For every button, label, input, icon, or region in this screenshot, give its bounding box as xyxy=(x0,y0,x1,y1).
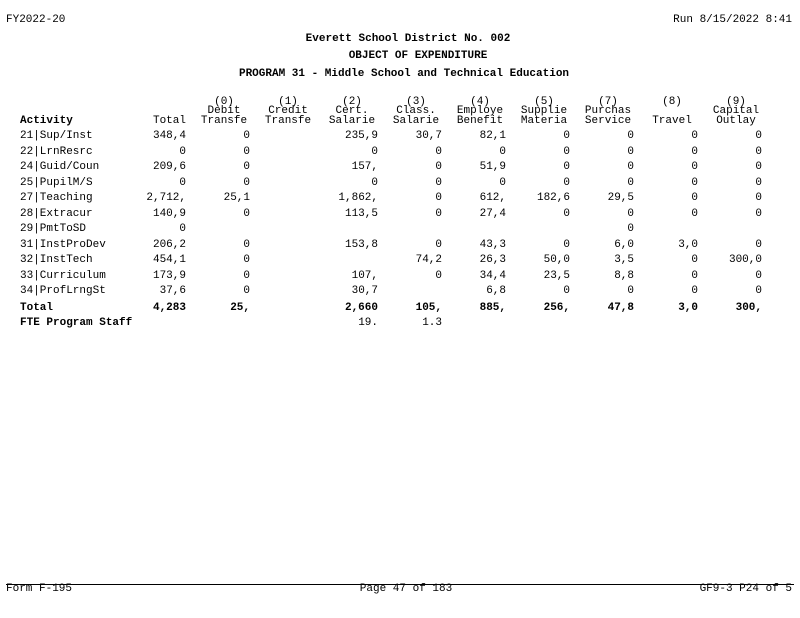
row-total: 206,2 xyxy=(152,239,186,251)
row-cell-c7: 0 xyxy=(627,146,634,158)
row-cell-c3: 30,7 xyxy=(415,130,442,142)
row-cell-c0: 0 xyxy=(243,239,250,251)
column-number-6: (7) xyxy=(598,96,618,108)
row-cell-c7: 0 xyxy=(627,208,634,220)
total-header: Total xyxy=(152,115,186,127)
row-cell-c8: 0 xyxy=(691,130,698,142)
row-cell-c9: 0 xyxy=(755,130,762,142)
row-activity: 34|ProfLrngSt xyxy=(20,285,106,297)
row-cell-c8: 0 xyxy=(691,285,698,297)
row-cell-c5: 182,6 xyxy=(536,192,570,204)
column-label-line1-2: Cert. xyxy=(335,105,369,117)
row-cell-c7: 0 xyxy=(627,161,634,173)
row-cell-c9: 0 xyxy=(755,208,762,220)
fte-row-cert: 19. xyxy=(358,317,378,329)
column-label-line2-6: Service xyxy=(584,115,632,127)
row-cell-c0: 0 xyxy=(243,130,250,142)
column-label-line2-4: Benefit xyxy=(456,115,504,127)
row-cell-c4: 612, xyxy=(479,192,506,204)
fte-row-label: FTE Program Staff xyxy=(20,317,133,329)
row-activity: 27|Teaching xyxy=(20,192,93,204)
row-activity: 33|Curriculum xyxy=(20,270,106,282)
row-cell-c8: 0 xyxy=(691,161,698,173)
total-row-cell-c8: 3,0 xyxy=(678,302,698,314)
column-label-line2-3: Salarie xyxy=(392,115,440,127)
row-cell-c5: 50,0 xyxy=(543,254,570,266)
row-cell-c3: 0 xyxy=(435,146,442,158)
run-date-label: Run 8/15/2022 8:41 xyxy=(673,14,792,26)
form-number: Form F-195 xyxy=(6,583,73,595)
row-total: 0 xyxy=(179,177,186,189)
column-label-line1-5: Supplie xyxy=(520,105,568,117)
row-total: 348,4 xyxy=(152,130,186,142)
row-cell-c3: 0 xyxy=(435,177,442,189)
row-cell-c8: 0 xyxy=(691,192,698,204)
row-cell-c9: 0 xyxy=(755,161,762,173)
row-cell-c9: 0 xyxy=(755,192,762,204)
row-activity: 31|InstProDev xyxy=(20,239,106,251)
row-total: 173,9 xyxy=(152,270,186,282)
row-activity: 29|PmtToSD xyxy=(20,223,87,235)
row-cell-c4: 82,1 xyxy=(479,130,506,142)
fiscal-year-label: FY2022-20 xyxy=(6,14,66,26)
total-row-total: 4,283 xyxy=(152,302,186,314)
row-cell-c5: 0 xyxy=(563,239,570,251)
row-cell-c2: 0 xyxy=(371,146,378,158)
row-total: 0 xyxy=(179,223,186,235)
row-cell-c3: 0 xyxy=(435,208,442,220)
row-cell-c2: 157, xyxy=(351,161,378,173)
report-title: OBJECT OF EXPENDITURE xyxy=(348,50,488,62)
row-cell-c7: 0 xyxy=(627,223,634,235)
row-total: 454,1 xyxy=(152,254,186,266)
row-cell-c9: 0 xyxy=(755,239,762,251)
column-number-2: (2) xyxy=(342,96,362,108)
program-title: PROGRAM 31 - Middle School and Technical Education xyxy=(238,68,570,80)
row-cell-c3: 74,2 xyxy=(415,254,442,266)
row-activity: 24|Guid/Coun xyxy=(20,161,100,173)
column-number-7: (8) xyxy=(662,96,682,108)
row-cell-c0: 0 xyxy=(243,208,250,220)
row-cell-c3: 0 xyxy=(435,270,442,282)
total-row-cell-c4: 885, xyxy=(479,302,506,314)
row-cell-c0: 0 xyxy=(243,177,250,189)
column-label-line1-8: Capital xyxy=(712,105,760,117)
column-label-line2-2: Salarie xyxy=(328,115,376,127)
column-label-line2-7: Travel xyxy=(652,115,692,127)
row-cell-c7: 0 xyxy=(627,285,634,297)
column-label-line1-4: Employe xyxy=(456,105,504,117)
row-activity: 21|Sup/Inst xyxy=(20,130,93,142)
row-total: 0 xyxy=(179,146,186,158)
row-activity: 25|PupilM/S xyxy=(20,177,93,189)
row-cell-c4: 34,4 xyxy=(479,270,506,282)
row-cell-c7: 0 xyxy=(627,130,634,142)
row-cell-c5: 0 xyxy=(563,177,570,189)
row-cell-c7: 29,5 xyxy=(607,192,634,204)
row-cell-c5: 0 xyxy=(563,146,570,158)
row-cell-c4: 26,3 xyxy=(479,254,506,266)
row-cell-c8: 0 xyxy=(691,208,698,220)
total-row-label: Total xyxy=(20,302,54,314)
total-row-cell-c3: 105, xyxy=(415,302,442,314)
row-total: 140,9 xyxy=(152,208,186,220)
row-cell-c2: 30,7 xyxy=(351,285,378,297)
form-code: GF9-3 P24 of 5 xyxy=(699,583,792,595)
row-cell-c7: 0 xyxy=(627,177,634,189)
row-cell-c4: 43,3 xyxy=(479,239,506,251)
row-cell-c0: 25,1 xyxy=(223,192,250,204)
page-number: Page 47 of 183 xyxy=(359,583,453,595)
row-cell-c9: 0 xyxy=(755,285,762,297)
row-cell-c0: 0 xyxy=(243,285,250,297)
column-label-line2-8: Outlay xyxy=(716,115,756,127)
row-cell-c0: 0 xyxy=(243,254,250,266)
row-cell-c8: 0 xyxy=(691,146,698,158)
row-cell-c3: 0 xyxy=(435,239,442,251)
row-total: 209,6 xyxy=(152,161,186,173)
row-cell-c2: 107, xyxy=(351,270,378,282)
row-cell-c8: 0 xyxy=(691,177,698,189)
total-row-cell-c7: 47,8 xyxy=(607,302,634,314)
row-total: 2,712, xyxy=(146,192,186,204)
total-row-cell-c9: 300, xyxy=(735,302,762,314)
row-cell-c5: 0 xyxy=(563,208,570,220)
row-cell-c0: 0 xyxy=(243,146,250,158)
column-label-line1-1: Credit xyxy=(268,105,308,117)
row-cell-c9: 0 xyxy=(755,177,762,189)
row-cell-c4: 51,9 xyxy=(479,161,506,173)
row-cell-c5: 23,5 xyxy=(543,270,570,282)
row-cell-c2: 1,862, xyxy=(338,192,378,204)
column-number-5: (5) xyxy=(534,96,554,108)
row-cell-c2: 153,8 xyxy=(344,239,378,251)
row-cell-c2: 0 xyxy=(371,177,378,189)
total-row-cell-c5: 256, xyxy=(543,302,570,314)
row-cell-c0: 0 xyxy=(243,270,250,282)
row-cell-c0: 0 xyxy=(243,161,250,173)
row-cell-c4: 6,8 xyxy=(486,285,506,297)
row-cell-c7: 8,8 xyxy=(614,270,634,282)
column-label-line2-0: Transfe xyxy=(200,115,248,127)
activity-header: Activity xyxy=(20,115,73,127)
column-number-3: (3) xyxy=(406,96,426,108)
total-row-cell-c0: 25, xyxy=(230,302,250,314)
row-cell-c2: 113,5 xyxy=(344,208,378,220)
row-cell-c3: 0 xyxy=(435,161,442,173)
row-activity: 22|LrnResrc xyxy=(20,146,93,158)
row-activity: 32|InstTech xyxy=(20,254,93,266)
row-cell-c4: 0 xyxy=(499,146,506,158)
row-cell-c5: 0 xyxy=(563,161,570,173)
row-cell-c4: 0 xyxy=(499,177,506,189)
column-number-4: (4) xyxy=(470,96,490,108)
column-number-0: (0) xyxy=(214,96,234,108)
total-row-cell-c2: 2,660 xyxy=(344,302,378,314)
row-cell-c9: 0 xyxy=(755,146,762,158)
row-cell-c2: 235,9 xyxy=(344,130,378,142)
row-cell-c5: 0 xyxy=(563,130,570,142)
row-cell-c8: 0 xyxy=(691,270,698,282)
row-cell-c7: 3,5 xyxy=(614,254,634,266)
row-cell-c8: 0 xyxy=(691,254,698,266)
row-total: 37,6 xyxy=(159,285,186,297)
column-label-line2-1: Transfe xyxy=(264,115,312,127)
fte-row-class: 1.3 xyxy=(422,317,442,329)
row-cell-c8: 3,0 xyxy=(678,239,698,251)
column-label-line1-3: Class. xyxy=(396,105,436,117)
district-title: Everett School District No. 002 xyxy=(305,33,511,45)
row-cell-c9: 300,0 xyxy=(728,254,762,266)
row-cell-c3: 0 xyxy=(435,192,442,204)
row-cell-c4: 27,4 xyxy=(479,208,506,220)
row-activity: 28|Extracur xyxy=(20,208,93,220)
row-cell-c5: 0 xyxy=(563,285,570,297)
row-cell-c9: 0 xyxy=(755,270,762,282)
column-label-line1-6: Purchas xyxy=(584,105,632,117)
column-label-line1-0: Debit xyxy=(207,105,241,117)
column-label-line2-5: Materia xyxy=(520,115,568,127)
row-cell-c7: 6,0 xyxy=(614,239,634,251)
column-number-1: (1) xyxy=(278,96,298,108)
column-number-8: (9) xyxy=(726,96,746,108)
